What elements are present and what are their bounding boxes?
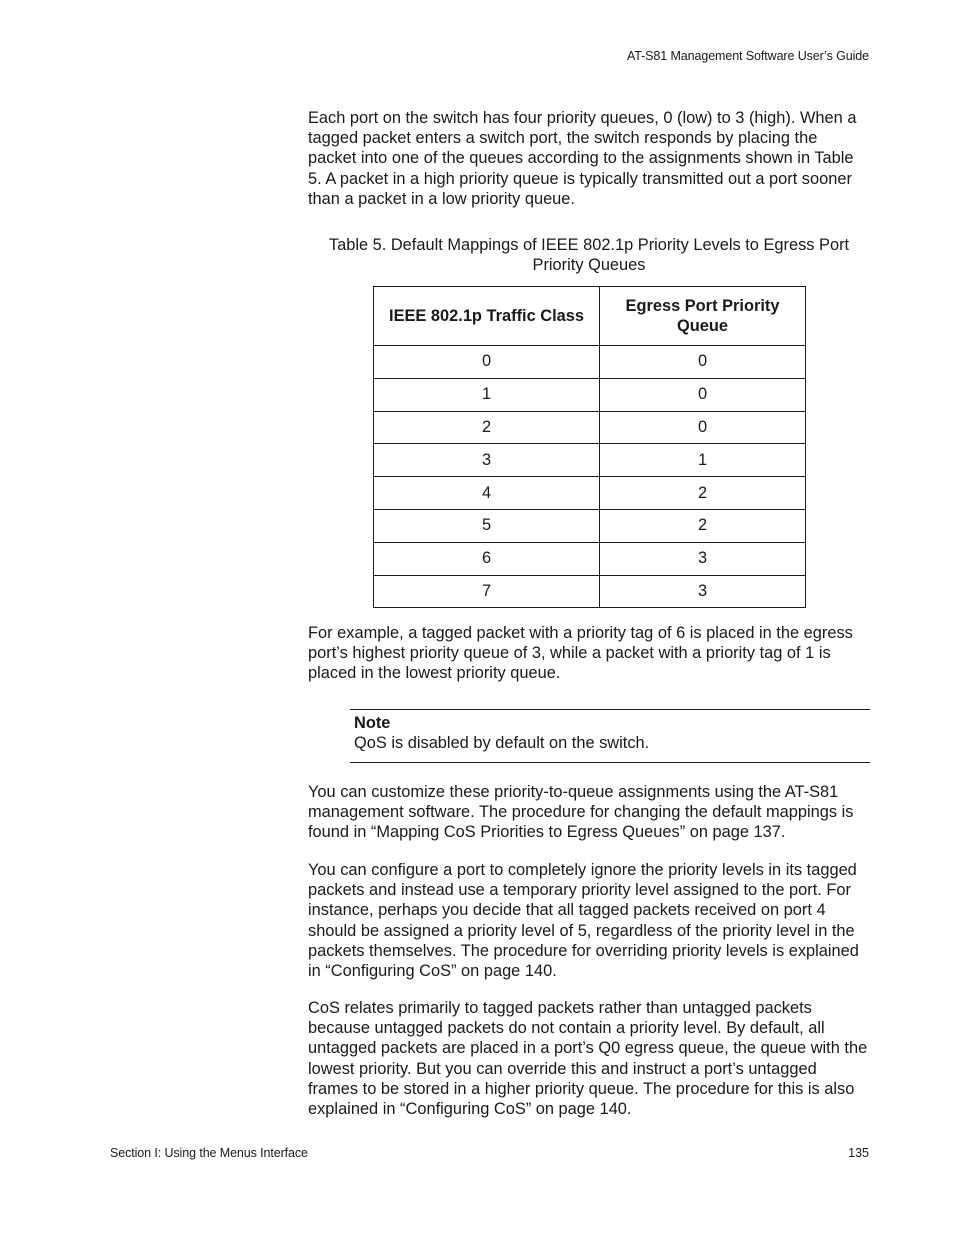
configure-paragraph: You can configure a port to completely ignore the priority levels in its tagged packets and instead use a temporary priority level assigned to the port. For instance, perhaps you decide that all tagged packets received on port 4 should be assigned a priority level of 5, regardless of the priority level in the packets themselves. The procedure for overriding priority levels is explained in “Configuring CoS” on page 140. [308, 861, 859, 981]
table-row [374, 575, 806, 608]
egress-queue-cell: 0 [600, 411, 806, 444]
page-number: 135 [848, 1146, 869, 1160]
note-box [350, 709, 870, 763]
table-row [374, 477, 806, 510]
egress-queue-cell: 3 [600, 542, 806, 575]
egress-queue-cell: 1 [600, 444, 806, 477]
egress-queue-cell: 2 [600, 477, 806, 510]
intro-paragraph: Each port on the switch has four priority queues, 0 (low) to 3 (high). When a tagged packet enters a switch port, the switch responds by placing the packet into one of the queues according to the assignments shown in Table 5. A packet in a high priority queue is typically transmitted out a port sooner than a packet in a low priority queue. [308, 109, 857, 208]
table-row [374, 444, 806, 477]
example-paragraph: For example, a tagged packet with a priority tag of 6 is placed in the egress port’s highest priority queue of 3, while a packet with a priority tag of 1 is placed in the lowest priority queue. [308, 624, 853, 683]
table-row [374, 346, 806, 379]
table-row [374, 509, 806, 542]
header-egress-queue: Egress Port Priority Queue [600, 287, 806, 346]
note-title: Note [354, 714, 391, 732]
egress-queue-cell: 3 [600, 575, 806, 608]
traffic-class-cell: 3 [374, 444, 600, 477]
running-header: AT-S81 Management Software User’s Guide [626, 49, 869, 63]
untagged-paragraph: CoS relates primarily to tagged packets rather than untagged packets because untagged packets do not contain a priority level. By default, all untagged packets are placed in a port’s Q0 egress queue, the queue with the lowest priority. But you can override this and instruct a port’s untagged frames to be stored in a higher priority queue. The procedure for this is also explained in “Configuring CoS” on page 140. [308, 999, 868, 1119]
table-row [374, 542, 806, 575]
egress-queue-cell: 0 [600, 378, 806, 411]
traffic-class-cell: 6 [374, 542, 600, 575]
footer-section-title: Section I: Using the Menus Interface [110, 1146, 308, 1160]
traffic-class-cell: 0 [374, 346, 600, 379]
traffic-class-cell: 7 [374, 575, 600, 608]
header-traffic-class: IEEE 802.1p Traffic Class [374, 287, 600, 346]
table-row [374, 378, 806, 411]
egress-queue-cell: 2 [600, 509, 806, 542]
traffic-class-cell: 1 [374, 378, 600, 411]
table-row [374, 411, 806, 444]
traffic-class-cell: 5 [374, 509, 600, 542]
customize-paragraph: You can customize these priority-to-queue assignments using the AT-S81 management software. The procedure for changing the default mappings is found in “Mapping CoS Priorities to Egress Queues” on page 137. [308, 783, 854, 842]
note-text: QoS is disabled by default on the switch. [354, 734, 650, 752]
table-caption: Table 5. Default Mappings of IEEE 802.1p Priority Levels to Egress Port Priority Queues [328, 236, 850, 275]
traffic-class-cell: 4 [374, 477, 600, 510]
table-header-row [374, 287, 806, 346]
egress-queue-cell: 0 [600, 346, 806, 379]
traffic-class-cell: 2 [374, 411, 600, 444]
priority-mapping-table [373, 286, 806, 608]
